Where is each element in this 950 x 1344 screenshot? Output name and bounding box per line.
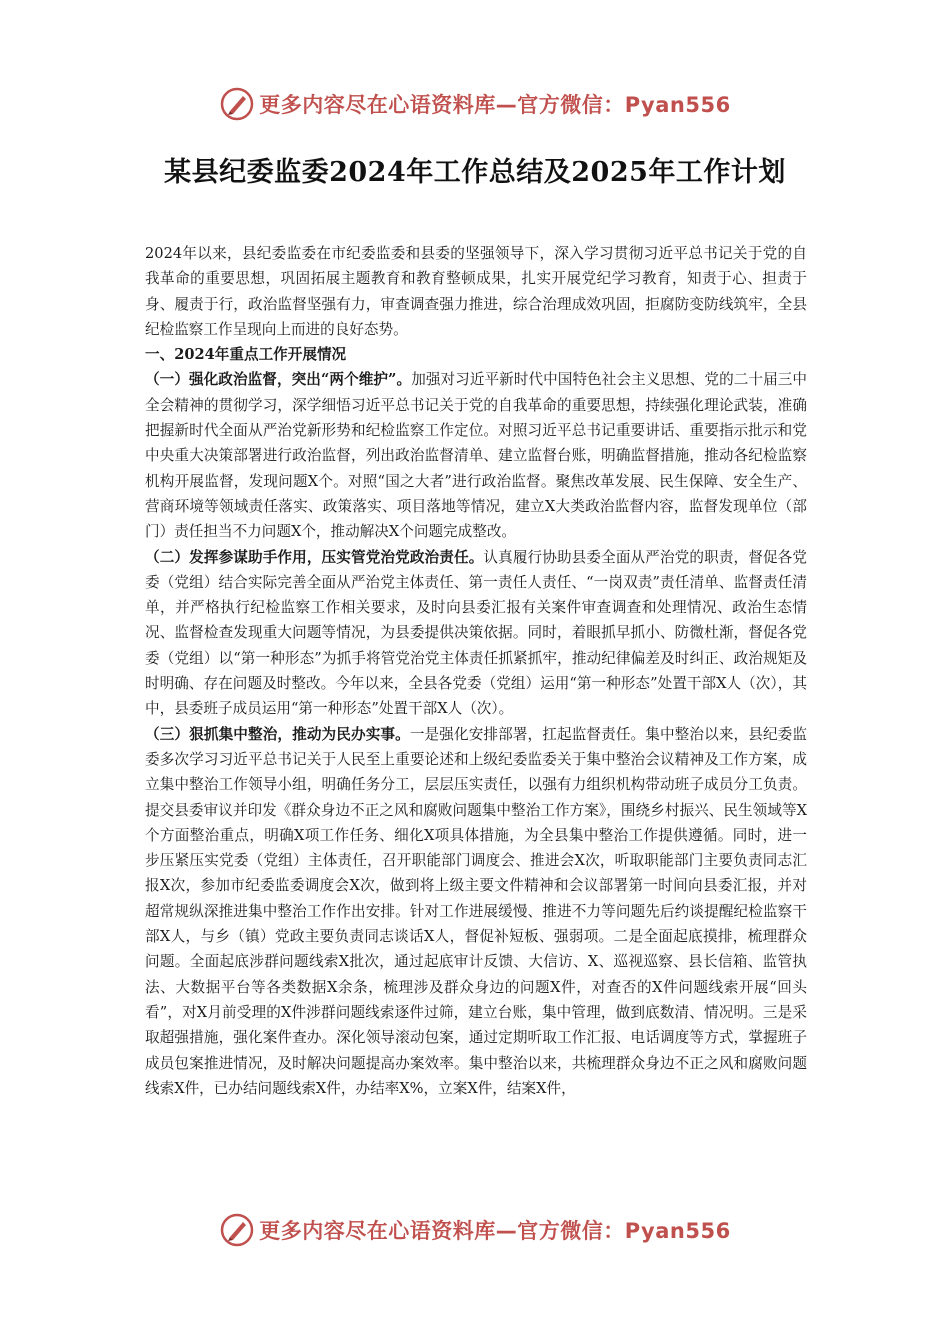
item-heading: （二）发挥参谋助手作用，压实管党治党政治责任。	[145, 548, 484, 566]
item-heading: （一）强化政治监督，突出“两个维护”。	[145, 371, 412, 389]
section-heading: 一、2024年重点工作开展情况	[145, 346, 347, 364]
item-heading: （三）狠抓集中整治，推动为民办实事。	[145, 725, 410, 743]
header-banner	[0, 84, 950, 124]
footer-banner	[0, 1210, 950, 1250]
item-body: 一是强化安排部署，扛起监督责任。集中整治以来，县纪委监委多次学习习近平总书记关于人民至上重要论述和上级纪委监委关于集中整治会议精神及工作方案，成立集中整治工作领导小组，明确任务分工，层层压实责任，以强有力组织机构带动班子成员分工负责。提交县委审议并印发《群众身边不正之风和腐败问题集中整治工作方案》，围绕乡村振兴、民生领域等X个方面整治重点，明确X项工作任务、细化X项具体措施，为全县集中整治工作提供遵循。同时，进一步压紧压实党委（党组）主体责任，召开职能部门调度会、推进会X次，听取职能部门主要负责同志汇报X次，参加市纪委监委调度会X次，做到将上级主要文件精神和会议部署第一时间向县委汇报，并对超常规纵深推进集中整治工作作出安排。针对工作进展缓慢、推进不力等问题先后约谈提醒纪检监察干部X人，与乡（镇）党政主要负责同志谈话X人，督促补短板、强弱项。二是全面起底摸排，梳理群众问题。全面起底涉群问题线索X批次，通过起底审计反馈、大信访、X、巡视巡察、县长信箱、监管执法、大数据平台等各类数据X余条，梳理涉及群众身边的问题X件，对查否的X件问题线索开展“回头看”，对X月前受理的X件涉群问题线索逐件过筛，建立台账，集中管理，做到底数清、情况明。三是采取超强措施，强化案件查办。深化领导滚动包案，通过定期听取工作汇报、电话调度等方式，掌握班子成员包案推进情况，及时解决问题提高办案效率。集中整治以来，共梳理群众身边不正之风和腐败问题线索X件，已办结问题线索X件，办结率X%，立案X件，结案X件，	[145, 725, 807, 1097]
item-paragraph	[145, 722, 807, 1101]
intro-paragraph: 2024年以来，县纪委监委在市纪委监委和县委的坚强领导下，深入学习贯彻习近平总书记关于党的自我革命的重要思想，巩固拓展主题教育和教育整顿成果，扎实开展党纪学习教育，知责于心、担责于身、履责于行，政治监督坚强有力，审查调查强力推进，综合治理成效巩固，拒腐防变防线筑牢，全县纪检监察工作呈现向上而进的良好态势。	[145, 245, 807, 338]
page-title: 某县纪委监委2024年工作总结及2025年工作计划	[164, 157, 786, 188]
item-paragraph	[145, 367, 807, 544]
item-body: 加强对习近平新时代中国特色社会主义思想、党的二十届三中全会精神的贯彻学习，深学细悟习近平总书记关于党的自我革命的重要思想，持续强化理论武装，准确把握新时代全面从严治党新形势和纪检监察工作定位。对照习近平总书记重要讲话、重要指示批示和党中央重大决策部署进行政治监督，列出政治监督清单、建立监督台账，明确监督措施，推动各纪检监察机构开展监督，发现问题X个。对照“国之大者”进行政治监督。聚焦改革发展、民生保障、安全生产、营商环境等领域责任落实、政策落实、项目落地等情况，建立X大类政治监督内容，监督发现单位（部门）责任担当不力问题X个，推动解决X个问题完成整改。	[145, 371, 807, 541]
item-paragraph	[145, 545, 807, 722]
document-body	[145, 241, 807, 1101]
item-body: 认真履行协助县委全面从严治党的职责，督促各党委（党组）结合实际完善全面从严治党主体责任、第一责任人责任、“一岗双责”责任清单、监督责任清单，并严格执行纪检监察工作相关要求，及时向县委汇报有关案件审查调查和处理情况、政治生态情况、监督检查发现重大问题等情况，为县委提供决策依据。同时，着眼抓早抓小、防微杜渐，督促各党委（党组）以“第一种形态”为抓手将管党治党主体责任抓紧抓牢，推动纪律偏差及时纠正、政治规矩及时明确、存在问题及时整改。今年以来，全县各党委（党组）运用“第一种形态”处置干部X人（次），其中，县委班子成员运用“第一种形态”处置干部X人（次）。	[145, 548, 807, 718]
pen-circle-icon	[219, 1212, 255, 1248]
banner-text: 更多内容尽在心语资料库—官方微信：Pyan556	[259, 93, 731, 117]
banner-text: 更多内容尽在心语资料库—官方微信：Pyan556	[259, 1219, 731, 1243]
pen-circle-icon	[219, 86, 255, 122]
